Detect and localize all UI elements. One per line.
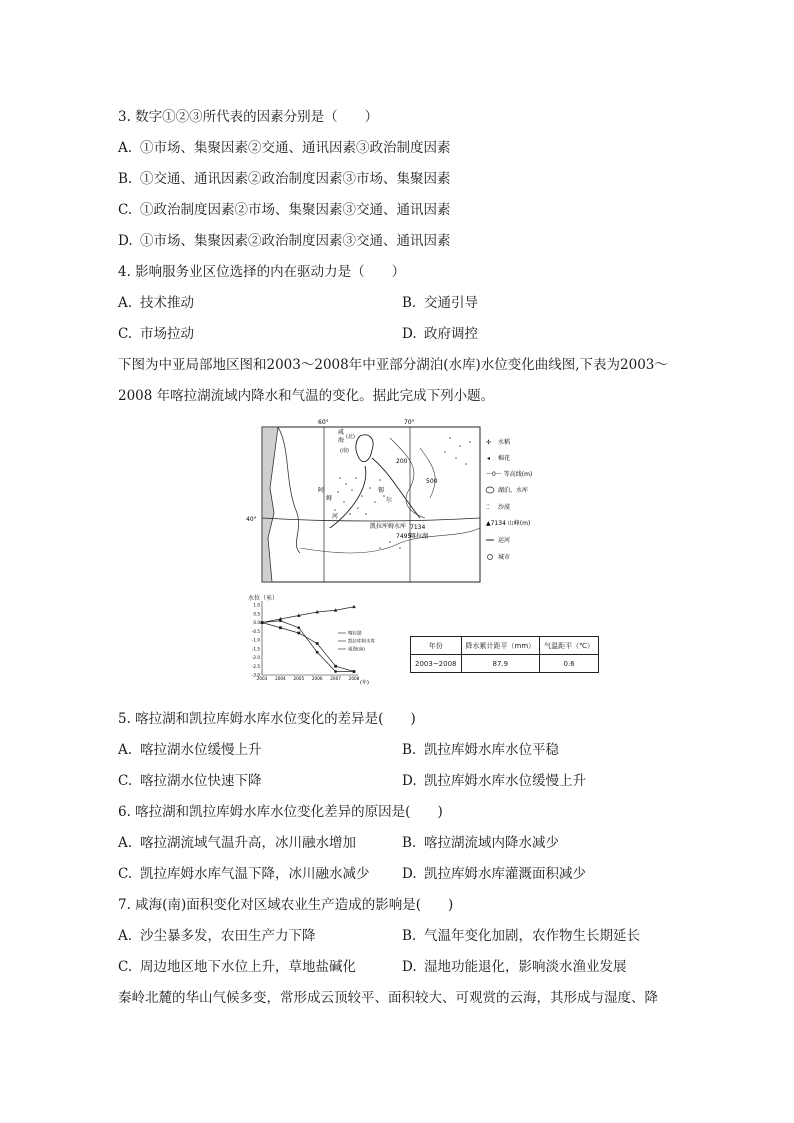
contour-label: 500 — [426, 478, 438, 485]
option-letter: D. — [402, 326, 417, 342]
option-letter: D. — [402, 773, 417, 789]
place-label: 凯拉库姆水库 — [370, 523, 407, 530]
q3-option-b[interactable] — [118, 167, 451, 187]
option-text: ①交通、通讯因素②政治制度因素③市场、集聚因素 — [140, 171, 451, 187]
city-icon — [488, 555, 493, 560]
option-letter: C. — [118, 959, 133, 975]
q7-option-b[interactable] — [402, 924, 640, 944]
q6-option-b[interactable] — [402, 831, 559, 851]
option-letter: C. — [118, 866, 133, 882]
option-letter: B. — [118, 171, 133, 187]
table-row — [411, 655, 599, 673]
option-letter: B. — [402, 742, 417, 758]
legend-label: ～0～ 等高线(m) — [486, 471, 533, 478]
data-point — [334, 665, 337, 668]
option-text: 喀拉湖流域内降水减少 — [424, 835, 559, 851]
option-letter: A. — [118, 140, 133, 156]
place-label: 阿 — [318, 487, 325, 494]
option-text: 政府调控 — [424, 326, 478, 342]
data-point — [334, 670, 337, 673]
legend-label: 运河 — [498, 537, 511, 544]
option-text: 技术推动 — [140, 295, 194, 311]
place-label: 锡 — [378, 487, 385, 494]
option-text: 凯拉库姆水库灌溉面积减少 — [424, 866, 586, 882]
table-cell: 0.6 — [540, 655, 599, 673]
q6-option-d[interactable] — [402, 862, 586, 882]
legend-label: 凯拉库姆水库 — [348, 639, 375, 645]
table-header: 降水累计距平（mm） — [461, 637, 540, 655]
option-text: ①市场、集聚因素②交通、通讯因素③政治制度因素 — [140, 140, 451, 156]
q4-option-a[interactable] — [118, 291, 194, 311]
legend-label: 沙漠 — [498, 504, 511, 511]
option-letter: C. — [118, 326, 133, 342]
data-point — [353, 670, 356, 673]
lon-label: 70° — [404, 419, 415, 426]
place-label: 海 — [338, 437, 345, 444]
place-label: 喀拉湖 — [410, 533, 429, 540]
option-text: ①市场、集聚因素②政治制度因素③交通、通讯因素 — [140, 233, 451, 249]
q7-option-a[interactable] — [118, 924, 316, 944]
data-point — [297, 632, 300, 635]
place-label: 咸 — [338, 429, 345, 436]
option-text: 市场拉动 — [140, 326, 194, 342]
x-tick-label: 2005 — [293, 676, 305, 681]
data-point — [279, 626, 282, 629]
x-tick-label: 2003 — [256, 676, 268, 681]
legend-label: 水稻 — [498, 439, 511, 446]
water-level-chart — [244, 593, 404, 688]
question-5-stem: 5. 喀拉湖和凯拉库姆水库水位变化的差异是( ) — [118, 711, 416, 727]
legend-label: 棉花 — [498, 455, 511, 462]
y-tick-label: -0.5 — [251, 628, 260, 634]
q4-option-b[interactable] — [402, 291, 478, 311]
q5-option-b[interactable] — [402, 738, 559, 758]
question-6-stem: 6. 喀拉湖和凯拉库姆水库水位变化差异的原因是( ) — [118, 804, 443, 820]
option-text: 交通引导 — [424, 295, 478, 311]
data-point — [279, 619, 282, 622]
option-text: 气温年变化加剧，农作物生长期延长 — [424, 928, 640, 944]
table-cell: 2003~2008 — [411, 655, 462, 673]
next-question-text: 秦岭北麓的华山气候多变，常形成云顶较平、面积较大、可观赏的云海，其形成与湿度、降 — [118, 990, 658, 1006]
series-line — [262, 621, 354, 672]
q6-option-c[interactable] — [118, 862, 370, 882]
precip-temp-table — [410, 636, 599, 673]
option-letter: C. — [118, 202, 133, 218]
cotton-icon: ◂ — [487, 455, 491, 462]
data-point — [352, 605, 356, 608]
place-label: (南) — [340, 448, 349, 454]
option-letter: B. — [402, 835, 417, 851]
series-line — [262, 623, 354, 672]
option-text: 周边地区地下水位上升，草地盐碱化 — [140, 959, 356, 975]
legend-label: 城市 — [498, 554, 511, 561]
option-letter: A. — [118, 742, 133, 758]
q4-option-d[interactable] — [402, 322, 478, 342]
y-tick-label: 1.0 — [253, 602, 260, 608]
legend-label: 咸海(南) — [348, 647, 366, 653]
option-letter: A. — [118, 295, 133, 311]
rice-icon: ✢ — [486, 439, 492, 446]
place-label: 河 — [332, 513, 339, 520]
table-header: 气温距平（℃） — [540, 637, 599, 655]
q6-option-a[interactable] — [118, 831, 356, 851]
option-letter: D. — [402, 866, 417, 882]
y-tick-label: -1.0 — [251, 637, 260, 643]
question-4-stem: 4. 影响服务业区位选择的内在驱动力是（ ） — [118, 264, 406, 280]
data-point — [297, 626, 300, 629]
q4-option-c[interactable] — [118, 322, 194, 342]
table-cell: 87.9 — [461, 655, 540, 673]
option-text: 凯拉库姆水库水位平稳 — [424, 742, 559, 758]
y-tick-label: -2.0 — [251, 655, 260, 660]
q5-option-a[interactable] — [118, 738, 262, 758]
x-tick-label: 2007 — [330, 676, 341, 681]
legend-label: 喀拉湖 — [348, 631, 362, 637]
q5-option-c[interactable] — [118, 769, 262, 789]
option-letter: C. — [118, 773, 133, 789]
series-line — [262, 607, 354, 623]
legend-label: ▲7134 山峰(m) — [486, 520, 531, 527]
lon-label: 60° — [318, 419, 329, 426]
question-7-stem: 7. 咸海(南)面积变化对区域农业生产造成的影响是( ) — [118, 897, 454, 913]
y-tick-label: -1.5 — [251, 646, 260, 652]
option-text: ①政治制度因素②市场、集聚因素③交通、通讯因素 — [140, 202, 451, 218]
option-letter: B. — [402, 928, 417, 944]
x-tick-label: 2004 — [275, 676, 286, 681]
q7-option-c[interactable] — [118, 955, 356, 975]
q3-option-c[interactable] — [118, 198, 451, 218]
q7-option-d[interactable] — [402, 955, 627, 975]
q5-option-d[interactable] — [402, 769, 586, 789]
intro-line-2: 2008 年喀拉湖流域内降水和气温的变化。据此完成下列小题。 — [118, 388, 495, 404]
legend-label: 湖泊、水库 — [498, 487, 529, 494]
place-label: (北) — [346, 434, 355, 440]
contour-label: 200 — [396, 458, 408, 465]
central-asia-map — [246, 418, 560, 593]
map-legend — [486, 438, 532, 561]
option-text: 湿地功能退化，影响淡水渔业发展 — [424, 959, 627, 975]
x-tick-label: 2008 — [348, 676, 360, 681]
peak-label: 7134 — [410, 524, 426, 531]
option-text: 沙尘暴多发，农田生产力下降 — [140, 928, 316, 944]
option-letter: D. — [402, 959, 417, 975]
option-text: 凯拉库姆水库水位缓慢上升 — [424, 773, 586, 789]
option-text: 喀拉湖水位快速下降 — [140, 773, 262, 789]
chart-xlabel: (年) — [360, 680, 369, 686]
y-tick-label: -2.5 — [251, 663, 260, 669]
chart-ylabel: 水位（米） — [248, 595, 279, 602]
place-label: 姆 — [326, 495, 333, 502]
lat-label: 40° — [246, 516, 257, 523]
option-letter: B. — [402, 295, 417, 311]
question-3-stem: 3. 数字①②③所代表的因素分别是（ ） — [118, 109, 379, 125]
data-point — [261, 621, 264, 624]
option-letter: A. — [118, 928, 133, 944]
option-letter: D. — [118, 233, 133, 249]
intro-line-1: 下图为中亚局部地区图和2003～2008年中亚部分湖泊(水库)水位变化曲线图,下表为2003～ — [118, 357, 668, 373]
q3-option-a[interactable] — [118, 136, 451, 156]
x-tick-label: 2006 — [311, 676, 323, 681]
y-tick-label: -3.0 — [251, 672, 260, 678]
option-text: 喀拉湖水位缓慢上升 — [140, 742, 262, 758]
y-tick-label: 0.5 — [253, 611, 260, 617]
q3-option-d[interactable] — [118, 229, 451, 249]
place-label: 尔 — [386, 497, 393, 504]
desert-icon: ⁚⁚ — [486, 504, 490, 511]
y-tick-label: 0.0 — [253, 620, 260, 625]
data-point — [316, 642, 319, 645]
option-text: 喀拉湖流域气温升高，冰川融水增加 — [140, 835, 356, 851]
lake-icon — [486, 487, 494, 493]
option-letter: A. — [118, 835, 133, 851]
peak-label: 7495 — [396, 533, 412, 540]
option-text: 凯拉库姆水库气温下降，冰川融水减少 — [140, 866, 370, 882]
table-header: 年份 — [411, 637, 462, 655]
data-point — [316, 651, 319, 654]
table-header-row — [411, 637, 599, 655]
